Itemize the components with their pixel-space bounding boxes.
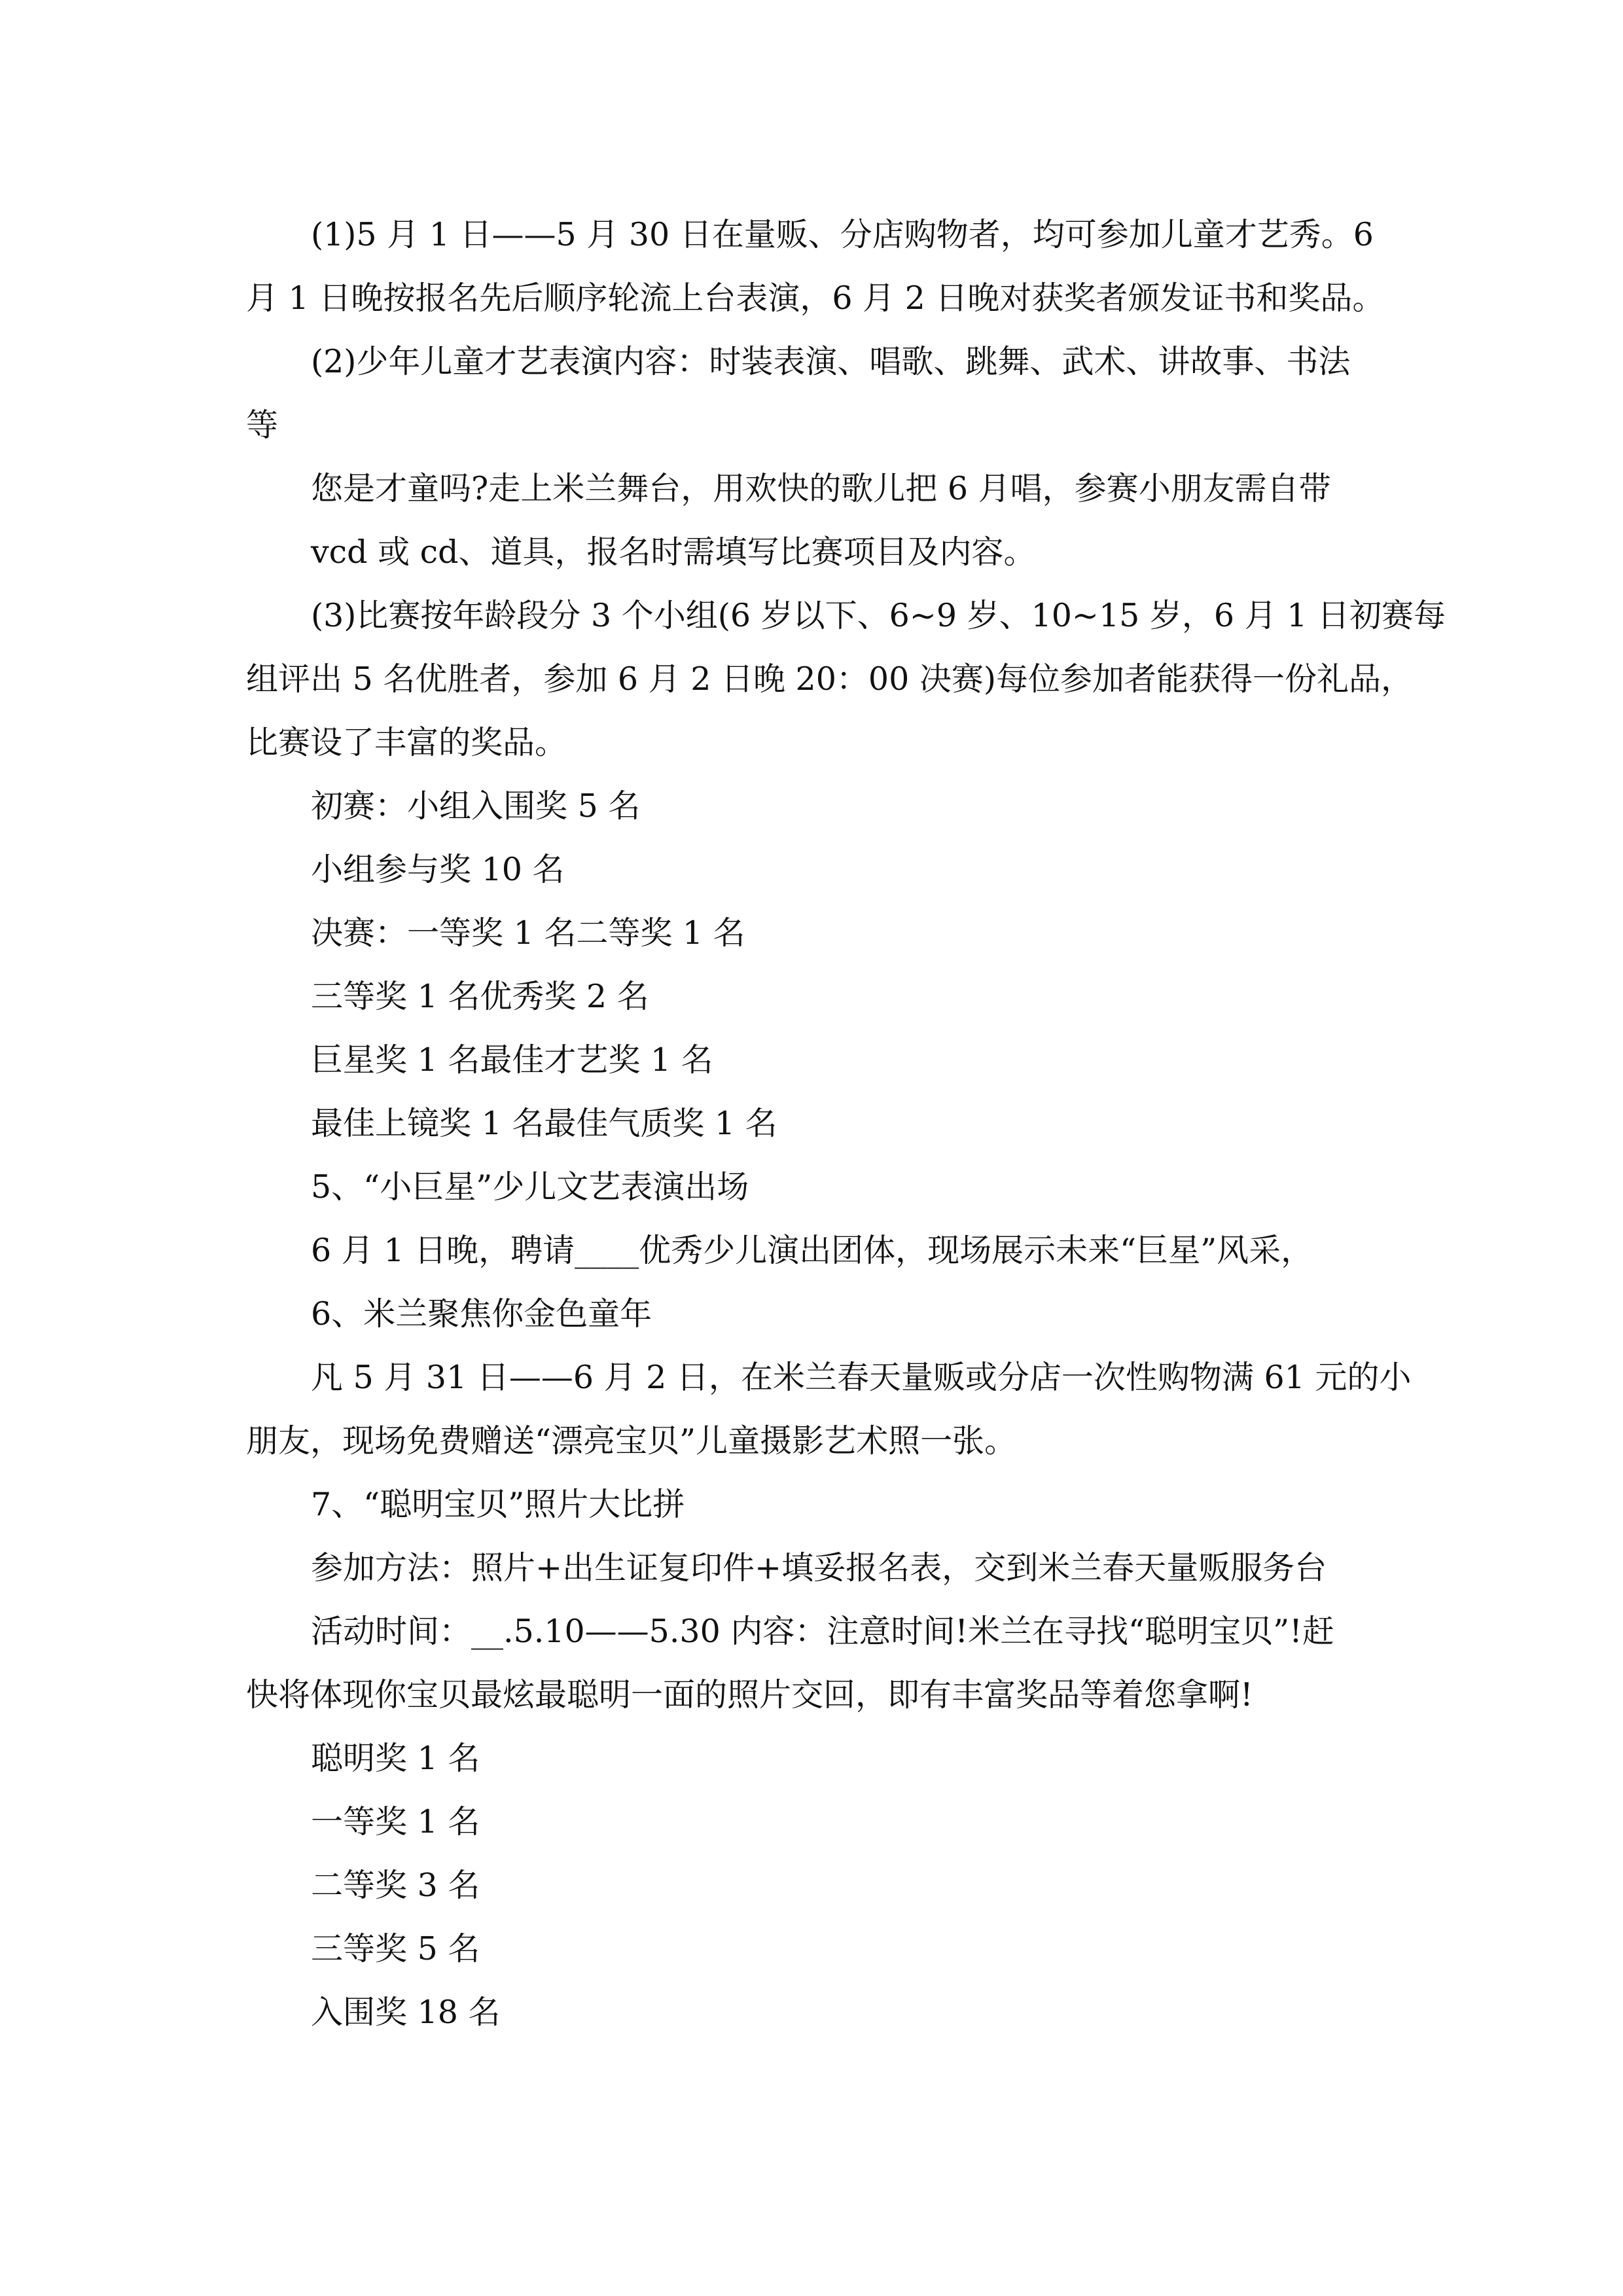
text-line: 一等奖 1 名 xyxy=(311,1803,480,1840)
text-line: vcd 或 cd、道具，报名时需填写比赛项目及内容。 xyxy=(311,533,1036,571)
text-line: 6 月 1 日晚，聘请____优秀少儿演出团体，现场展示未来“巨星”风采， xyxy=(311,1232,1313,1269)
text-line: 您是才童吗?走上米兰舞台，用欢快的歌儿把 6 月唱，参赛小朋友需自带 xyxy=(311,470,1331,507)
text-line: 组评出 5 名优胜者，参加 6 月 2 日晚 20：00 决赛)每位参加者能获得一份礼品， xyxy=(246,660,1413,698)
text-line: 聪明奖 1 名 xyxy=(311,1740,480,1777)
text-line: 三等奖 1 名优秀奖 2 名 xyxy=(311,978,649,1015)
text-line: (2)少年儿童才艺表演内容：时装表演、唱歌、跳舞、武术、讲故事、书法 xyxy=(311,343,1351,380)
text-line: 最佳上镜奖 1 名最佳气质奖 1 名 xyxy=(311,1105,777,1142)
text-line: (1)5 月 1 日——5 月 30 日在量贩、分店购物者，均可参加儿童才艺秀。6 xyxy=(311,216,1374,253)
text-line: 7、“聪明宝贝”照片大比拼 xyxy=(311,1486,685,1523)
text-line: 朋友，现场免费赠送“漂亮宝贝”儿童摄影艺术照一张。 xyxy=(246,1422,1017,1460)
text-line: 初赛：小组入围奖 5 名 xyxy=(311,787,641,825)
text-line: (3)比赛按年龄段分 3 个小组(6 岁以下、6~9 岁、10~15 岁，6 月 1 日初赛每 xyxy=(311,597,1446,634)
text-line: 参加方法：照片+出生证复印件+填妥报名表，交到米兰春天量贩服务台 xyxy=(311,1549,1327,1587)
text-line: 活动时间：__.5.10——5.30 内容：注意时间!米兰在寻找“聪明宝贝”!赶 xyxy=(311,1613,1334,1650)
text-line: 6、米兰聚焦你金色童年 xyxy=(311,1295,652,1333)
text-line: 等 xyxy=(246,406,279,444)
text-line: 凡 5 月 31 日——6 月 2 日，在米兰春天量贩或分店一次性购物满 61 元的小 xyxy=(311,1359,1412,1396)
text-line: 巨星奖 1 名最佳才艺奖 1 名 xyxy=(311,1041,713,1079)
text-line: 月 1 日晚按报名先后顺序轮流上台表演，6 月 2 日晚对获奖者颁发证书和奖品。 xyxy=(246,279,1385,317)
text-line: 5、“小巨星”少儿文艺表演出场 xyxy=(311,1168,749,1206)
text-line: 决赛：一等奖 1 名二等奖 1 名 xyxy=(311,914,745,952)
document-body xyxy=(246,203,1446,2044)
text-line: 比赛设了丰富的奖品。 xyxy=(246,724,567,761)
text-line: 小组参与奖 10 名 xyxy=(311,851,565,888)
text-line: 入围奖 18 名 xyxy=(311,1994,501,2031)
text-line: 三等奖 5 名 xyxy=(311,1930,480,1967)
text-line: 二等奖 3 名 xyxy=(311,1867,480,1904)
text-line: 快将体现你宝贝最炫最聪明一面的照片交回，即有丰富奖品等着您拿啊! xyxy=(246,1676,1253,1713)
